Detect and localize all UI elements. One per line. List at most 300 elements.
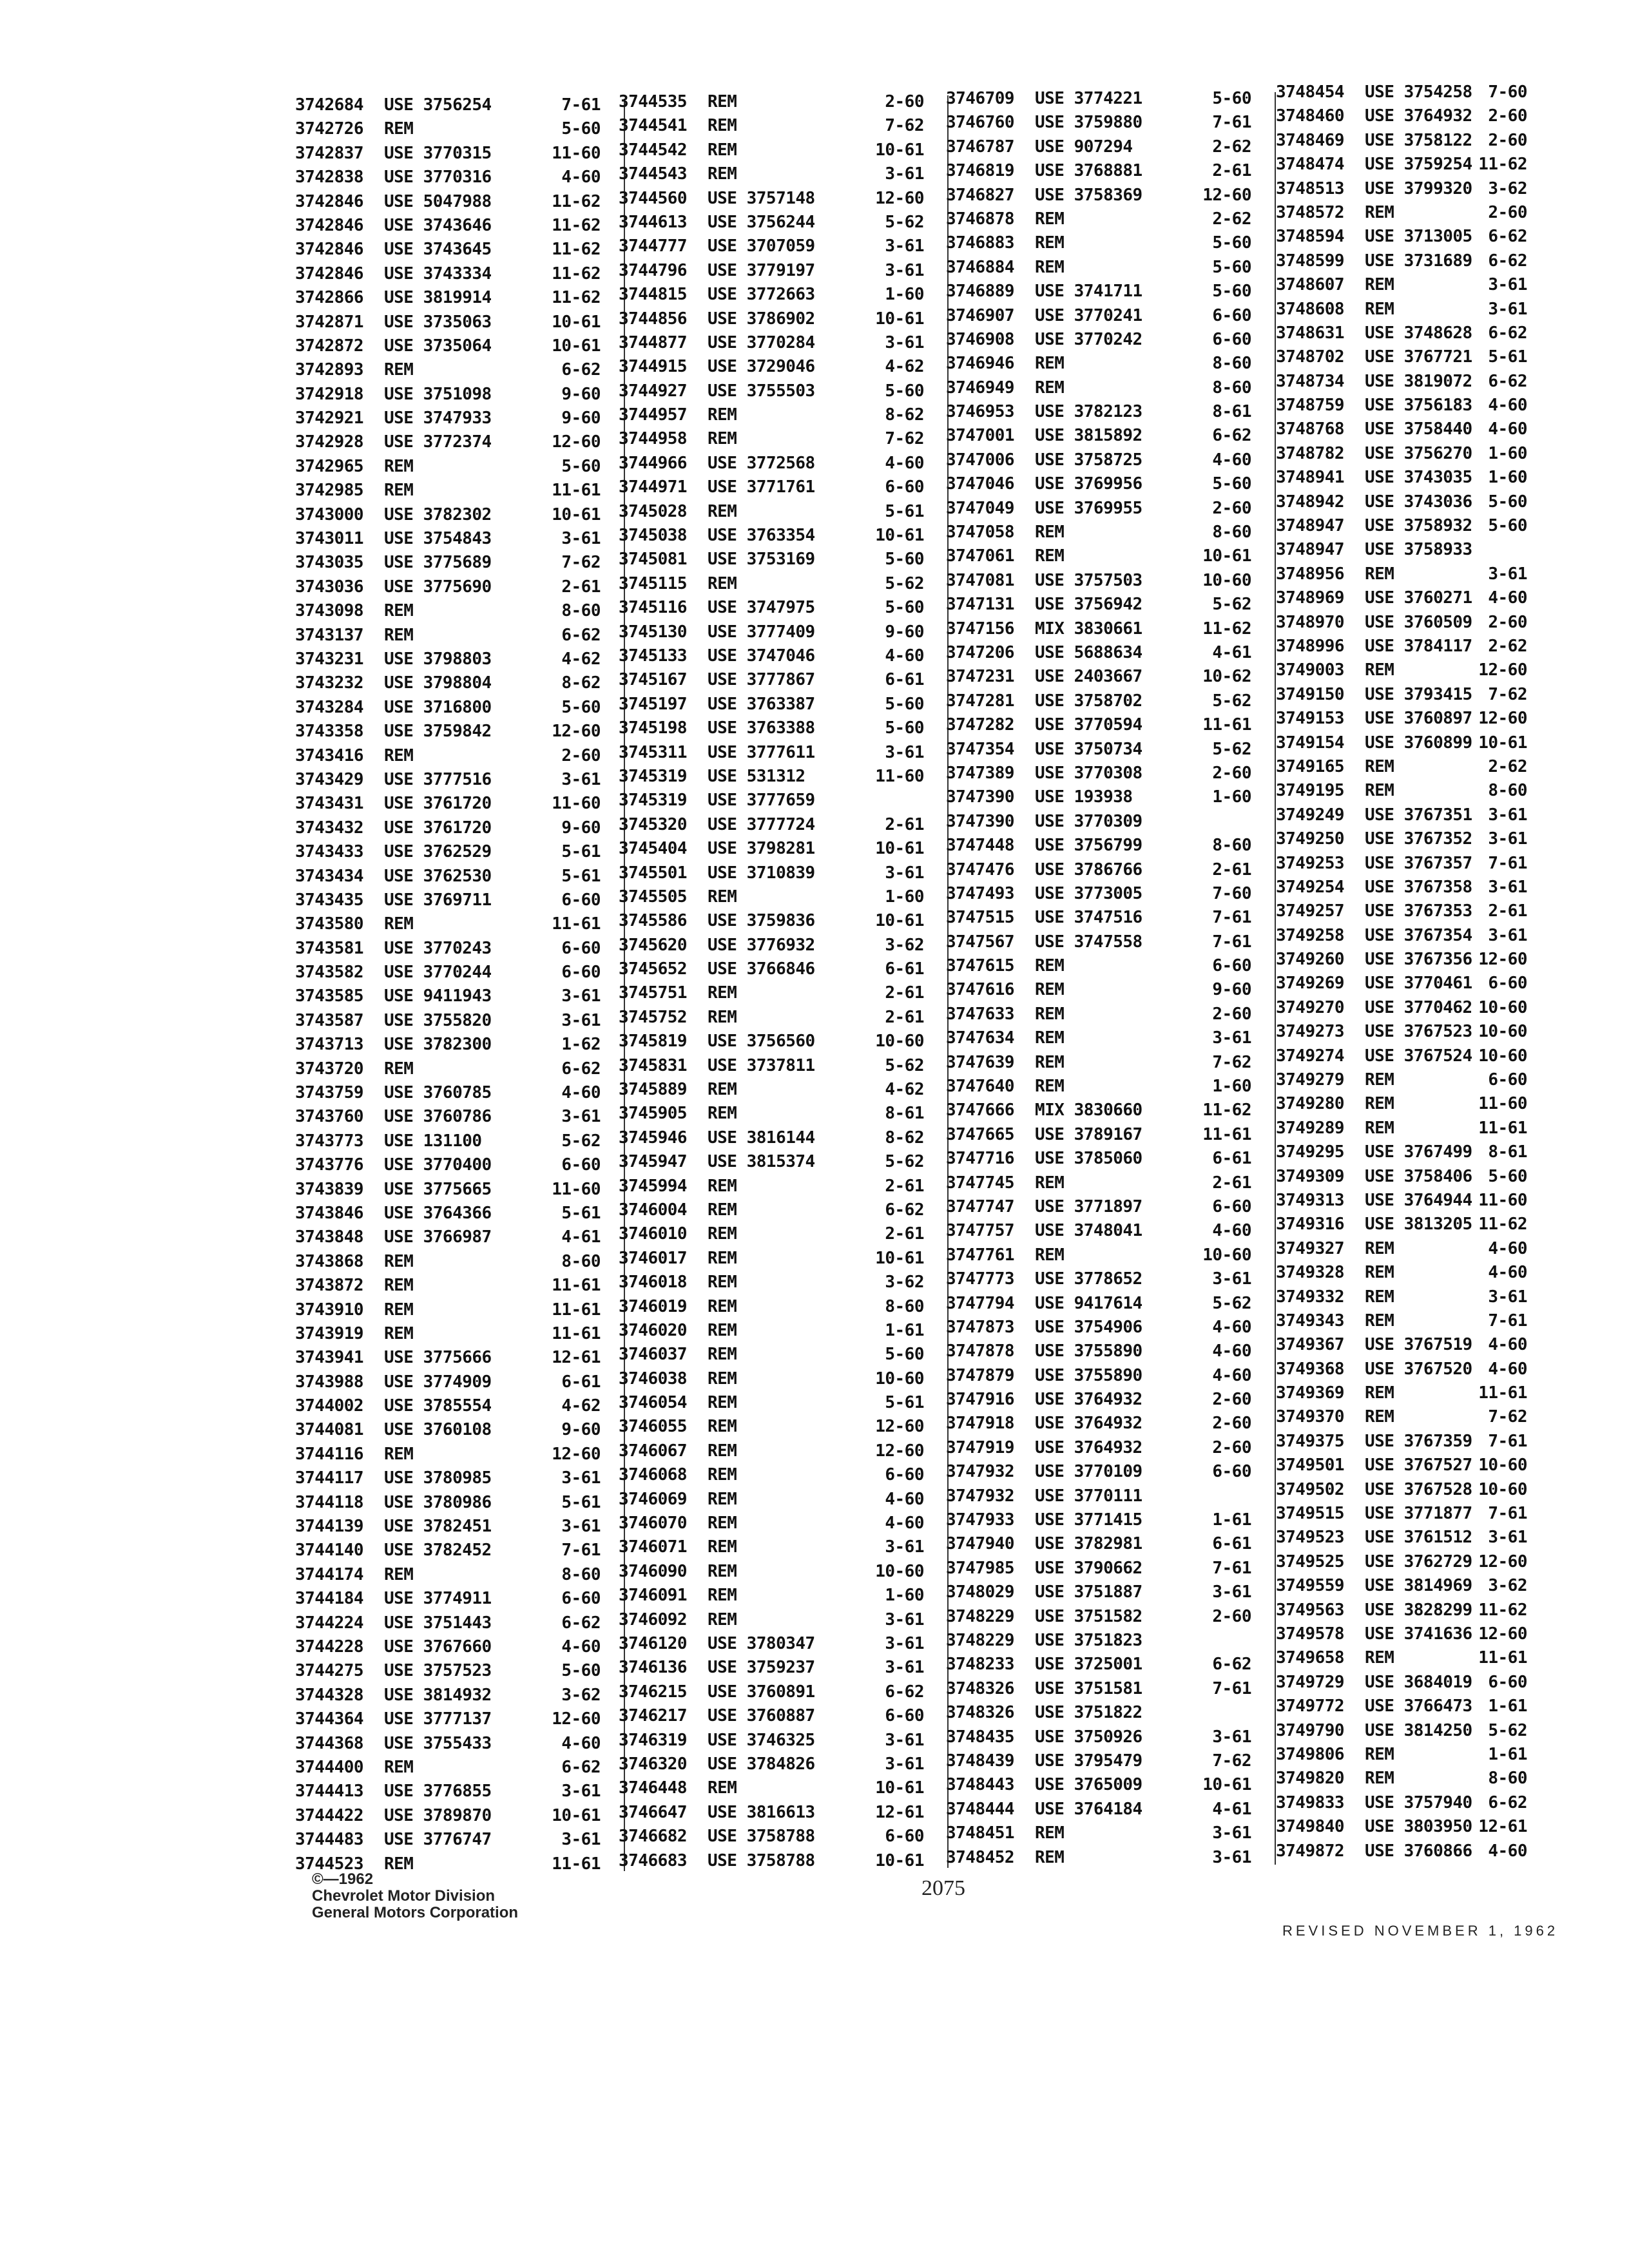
part-entry [619, 693, 949, 716]
part-action: USE 3782452 [384, 1541, 492, 1561]
part-number: 3746017 [619, 1248, 688, 1268]
part-number: 3747281 [946, 691, 1015, 711]
part-action: USE 3770316 [384, 168, 492, 187]
part-date: 2-60 [1488, 130, 1527, 150]
part-number: 3748229 [946, 1631, 1015, 1650]
part-date: 6-60 [885, 1827, 924, 1847]
part-action: USE 3767351 [1365, 805, 1472, 825]
part-entry [295, 1707, 625, 1731]
part-number: 3746068 [619, 1465, 688, 1485]
part-number: 3749313 [1276, 1190, 1345, 1210]
part-action: REM [1035, 354, 1065, 374]
part-date: 4-60 [1488, 588, 1527, 608]
part-action: USE 3755820 [384, 1010, 492, 1030]
part-number: 3748460 [1276, 106, 1345, 126]
part-entry [946, 1219, 1276, 1243]
part-number: 3746019 [619, 1296, 688, 1316]
part-entry [295, 262, 625, 286]
part-action: USE 3819072 [1365, 371, 1472, 391]
part-action: USE 3775689 [384, 553, 492, 573]
part-entry [1276, 996, 1527, 1020]
part-number: 3743839 [295, 1179, 364, 1199]
part-date: 4-61 [1212, 642, 1251, 662]
part-date: 8-60 [885, 1296, 924, 1316]
part-number: 3745167 [619, 670, 688, 690]
part-date: 5-62 [885, 1152, 924, 1172]
part-entry [946, 424, 1276, 448]
part-number: 3749502 [1276, 1479, 1345, 1499]
part-date: 6-62 [885, 1682, 924, 1702]
part-date: 6-60 [1488, 974, 1527, 994]
part-action: USE 3764944 [1365, 1190, 1472, 1210]
part-number: 3749153 [1276, 709, 1345, 729]
corporation-name: General Motors Corporation [312, 1904, 519, 1921]
part-number: 3748942 [1276, 492, 1345, 512]
part-date: 3-61 [561, 1010, 601, 1030]
part-number: 3747761 [946, 1245, 1015, 1265]
part-action: USE 3761720 [384, 818, 492, 838]
part-entry [295, 1057, 625, 1081]
part-action: USE 3767357 [1365, 853, 1472, 873]
part-action: USE 3758725 [1035, 450, 1142, 470]
part-date: 8-61 [885, 1104, 924, 1124]
part-action: REM [1035, 1173, 1065, 1193]
part-entry [946, 448, 1276, 472]
part-date: 10-60 [1202, 1245, 1251, 1265]
part-action: USE 3782451 [384, 1517, 492, 1537]
part-date: 6-62 [885, 1200, 924, 1220]
part-date: 6-62 [1488, 227, 1527, 247]
part-number: 3747390 [946, 787, 1015, 807]
part-date: 3-61 [885, 742, 924, 762]
part-date: 10-61 [875, 1850, 924, 1870]
part-number: 3747640 [946, 1077, 1015, 1097]
part-entry [619, 1849, 949, 1873]
part-entry [946, 1436, 1276, 1460]
part-entry [946, 1051, 1276, 1075]
part-date: 7-62 [885, 429, 924, 449]
part-date: 11-62 [552, 215, 601, 235]
part-date: 10-60 [1478, 997, 1527, 1017]
part-action: USE 3776747 [384, 1830, 492, 1850]
part-action: USE 3772568 [708, 453, 815, 473]
part-number: 3748233 [946, 1655, 1015, 1675]
part-number: 3747745 [946, 1173, 1015, 1193]
part-action: USE 3767352 [1365, 829, 1472, 849]
part-number: 3745652 [619, 959, 688, 979]
part-entry [619, 1801, 949, 1825]
part-number: 3742918 [295, 384, 364, 404]
part-entry [946, 713, 1276, 737]
part-entry [946, 834, 1276, 858]
part-number: 3747639 [946, 1052, 1015, 1072]
part-date: 2-61 [885, 1176, 924, 1196]
part-number: 3743098 [295, 601, 364, 621]
part-date: 6-60 [1212, 1462, 1251, 1482]
part-action: USE 3760785 [384, 1083, 492, 1103]
part-entry [619, 1006, 949, 1030]
part-entry [1276, 225, 1527, 249]
part-date: 6-61 [885, 959, 924, 979]
part-action: USE 3760786 [384, 1107, 492, 1127]
part-action: USE 3770315 [384, 143, 492, 163]
part-number: 3743231 [295, 649, 364, 669]
part-action: REM [384, 360, 414, 380]
part-date: 1-60 [1212, 1077, 1251, 1097]
part-action: USE 3751887 [1035, 1582, 1142, 1602]
part-date: 3-61 [1488, 829, 1527, 849]
part-action: USE 3767499 [1365, 1142, 1472, 1162]
part-entry [1276, 1791, 1527, 1815]
part-number: 3743036 [295, 577, 364, 597]
part-action: USE 3747516 [1035, 908, 1142, 928]
part-date: 7-61 [1212, 113, 1251, 133]
part-date: 10-60 [1202, 570, 1251, 590]
part-number: 3746037 [619, 1345, 688, 1365]
part-action: REM [384, 914, 414, 934]
part-action: USE 3798803 [384, 649, 492, 669]
part-action: USE 3743334 [384, 264, 492, 284]
part-number: 3748443 [946, 1775, 1015, 1795]
part-action: USE 3763387 [708, 694, 815, 714]
part-action: USE 3770284 [708, 332, 815, 352]
part-entry [295, 1322, 625, 1346]
part-entry [1276, 948, 1527, 972]
part-action: USE 3828299 [1365, 1600, 1472, 1620]
part-number: 3746949 [946, 378, 1015, 398]
part-action: USE 3799320 [1365, 178, 1472, 198]
part-entry [946, 906, 1276, 930]
part-entry [619, 1656, 949, 1680]
part-number: 3745319 [619, 766, 688, 786]
part-number: 3745819 [619, 1032, 688, 1052]
part-number: 3749820 [1276, 1769, 1345, 1789]
part-number: 3748029 [946, 1582, 1015, 1602]
part-number: 3746004 [619, 1200, 688, 1220]
part-entry [1276, 1261, 1527, 1285]
part-action: USE 3762729 [1365, 1552, 1472, 1571]
part-date: 10-60 [875, 1561, 924, 1581]
part-date: 1-61 [1488, 1696, 1527, 1716]
part-date: 10-60 [875, 1032, 924, 1052]
part-number: 3749658 [1276, 1648, 1345, 1668]
part-date: 11-62 [552, 288, 601, 308]
part-entry [1276, 562, 1527, 586]
part-number: 3747773 [946, 1269, 1015, 1289]
part-number: 3749274 [1276, 1046, 1345, 1066]
part-number: 3748572 [1276, 202, 1345, 222]
part-number: 3742965 [295, 456, 364, 476]
part-number: 3748326 [946, 1703, 1015, 1723]
part-number: 3747131 [946, 595, 1015, 615]
part-number: 3745133 [619, 646, 688, 666]
part-number: 3745028 [619, 501, 688, 521]
part-action: REM [708, 1104, 737, 1124]
part-action: REM [708, 1320, 737, 1340]
part-number: 3743848 [295, 1227, 364, 1247]
part-action: REM [708, 116, 737, 136]
part-entry [619, 1463, 949, 1487]
part-action: USE 3785060 [1035, 1149, 1142, 1169]
part-action: USE 3751581 [1035, 1678, 1142, 1698]
part-date: 10-61 [552, 336, 601, 356]
part-date: 5-62 [1212, 691, 1251, 711]
part-action: USE 3790662 [1035, 1558, 1142, 1578]
part-action: USE 3766846 [708, 959, 815, 979]
part-number: 3745319 [619, 791, 688, 811]
part-number: 3743713 [295, 1035, 364, 1055]
part-action: USE 3756942 [1035, 595, 1142, 615]
part-action: USE 3777724 [708, 814, 815, 834]
part-action: USE 3758406 [1365, 1166, 1472, 1186]
part-date: 5-60 [1488, 1166, 1527, 1186]
part-action: USE 3748041 [1035, 1221, 1142, 1241]
part-date: 5-60 [561, 697, 601, 717]
part-number: 3745081 [619, 550, 688, 570]
part-action: USE 3815892 [1035, 426, 1142, 446]
part-date: 11-62 [1478, 1600, 1527, 1620]
part-date: 4-60 [561, 1637, 601, 1657]
part-number: 3747757 [946, 1221, 1015, 1241]
part-number: 3746070 [619, 1514, 688, 1533]
part-action: USE 3731689 [1365, 251, 1472, 271]
part-date: 5-60 [885, 694, 924, 714]
part-action: REM [708, 1393, 737, 1413]
part-action: USE 3767354 [1365, 925, 1472, 945]
part-action: REM [708, 1537, 737, 1557]
part-entry [1276, 514, 1527, 538]
part-number: 3746320 [619, 1754, 688, 1774]
part-date: 3-61 [885, 164, 924, 184]
part-date: 12-61 [1478, 1817, 1527, 1837]
part-date: 6-61 [885, 670, 924, 690]
part-action: USE 3747975 [708, 598, 815, 618]
part-entry [1276, 1044, 1527, 1068]
part-action: USE 3716800 [384, 697, 492, 717]
part-date: 2-60 [885, 92, 924, 111]
part-action: USE 3767358 [1365, 877, 1472, 897]
part-number: 3748599 [1276, 251, 1345, 271]
part-date: 5-62 [1212, 1293, 1251, 1313]
part-action: REM [1035, 1245, 1065, 1265]
part-date: 2-60 [1488, 202, 1527, 222]
part-action: REM [708, 1345, 737, 1365]
part-number: 3744081 [295, 1420, 364, 1440]
part-number: 3749332 [1276, 1287, 1345, 1307]
part-entry [295, 889, 625, 912]
part-entry [946, 689, 1276, 713]
part-action: USE 3786902 [708, 309, 815, 329]
part-action: USE 3777867 [708, 670, 815, 690]
part-date: 7-61 [1212, 1558, 1251, 1578]
part-number: 3747448 [946, 836, 1015, 856]
part-date: 6-60 [1212, 329, 1251, 349]
part-number: 3746683 [619, 1850, 688, 1870]
part-number: 3748947 [1276, 540, 1345, 560]
part-action: REM [708, 983, 737, 1003]
part-number: 3747666 [946, 1100, 1015, 1120]
part-entry [1276, 1840, 1527, 1863]
part-date: 2-60 [1212, 1437, 1251, 1457]
part-action: REM [1035, 378, 1065, 398]
part-date: 8-60 [1212, 523, 1251, 543]
part-entry [946, 930, 1276, 954]
part-entry [619, 331, 949, 355]
part-action: USE 3789870 [384, 1805, 492, 1825]
part-number: 3748768 [1276, 419, 1345, 439]
part-action: REM [708, 1007, 737, 1027]
part-action: REM [1365, 1287, 1394, 1307]
part-date: 11-61 [552, 1323, 601, 1343]
part-number: 3744118 [295, 1492, 364, 1512]
part-action: REM [708, 140, 737, 160]
part-entry [619, 90, 949, 114]
part-entry [946, 1460, 1276, 1484]
part-number: 3746883 [946, 233, 1015, 253]
part-date: 4-60 [1488, 1263, 1527, 1283]
part-action: USE 3769955 [1035, 498, 1142, 518]
part-number: 3749343 [1276, 1311, 1345, 1331]
part-number: 3746069 [619, 1489, 688, 1509]
part-entry [1276, 1599, 1527, 1622]
part-number: 3747156 [946, 619, 1015, 639]
part-entry [1276, 1381, 1527, 1405]
part-entry [619, 307, 949, 331]
part-action: USE 3772374 [384, 432, 492, 452]
part-number: 3742985 [295, 481, 364, 501]
part-date: 3-61 [561, 1517, 601, 1537]
part-action: REM [708, 1176, 737, 1196]
part-date: 8-62 [885, 1128, 924, 1148]
part-entry [946, 472, 1276, 496]
part-date: 7-62 [1212, 1751, 1251, 1771]
part-action: USE 3747046 [708, 646, 815, 666]
part-date: 3-61 [1488, 877, 1527, 897]
part-date: 1-60 [1488, 468, 1527, 488]
part-date: 5-62 [1488, 1720, 1527, 1740]
part-number: 3744184 [295, 1589, 364, 1609]
part-action: USE 3761720 [384, 794, 492, 814]
part-date: 8-60 [561, 601, 601, 621]
part-number: 3748452 [946, 1847, 1015, 1867]
part-entry [1276, 803, 1527, 827]
part-action: USE 3777409 [708, 622, 815, 642]
part-number: 3749257 [1276, 901, 1345, 921]
part-number: 3744971 [619, 477, 688, 497]
part-number: 3747916 [946, 1390, 1015, 1410]
part-date: 12-60 [1478, 660, 1527, 680]
parts-column-2 [619, 90, 949, 1873]
part-number: 3747940 [946, 1534, 1015, 1554]
part-number: 3746055 [619, 1417, 688, 1437]
part-number: 3749253 [1276, 853, 1345, 873]
part-action: USE 3767524 [1365, 1046, 1472, 1066]
part-action: USE 3758440 [1365, 419, 1472, 439]
part-entry [946, 544, 1276, 568]
part-entry [1276, 1719, 1527, 1743]
part-action: REM [1035, 209, 1065, 229]
part-number: 3746018 [619, 1273, 688, 1293]
part-action: USE 3754843 [384, 529, 492, 549]
part-date: 11-62 [552, 264, 601, 284]
part-number: 3746889 [946, 282, 1015, 302]
part-number: 3746092 [619, 1610, 688, 1629]
part-entry [946, 1099, 1276, 1122]
part-action: USE 3819914 [384, 288, 492, 308]
part-entry [1276, 1815, 1527, 1839]
part-date: 8-60 [1212, 836, 1251, 856]
part-entry [619, 1078, 949, 1102]
part-entry [1276, 1695, 1527, 1718]
part-action: USE 3770243 [384, 938, 492, 958]
part-number: 3744275 [295, 1661, 364, 1681]
part-date: 5-61 [561, 1203, 601, 1223]
part-entry [1276, 1165, 1527, 1189]
part-action: USE 9417614 [1035, 1293, 1142, 1313]
part-date: 12-60 [1478, 1552, 1527, 1571]
part-entry [295, 696, 625, 720]
part-number: 3745311 [619, 742, 688, 762]
part-entry [295, 166, 625, 189]
part-date: 7-62 [885, 116, 924, 136]
part-entry [295, 1009, 625, 1033]
part-entry [1276, 731, 1527, 755]
part-date: 6-62 [561, 1059, 601, 1079]
part-action: REM [1035, 233, 1065, 253]
part-date: 6-62 [1488, 1792, 1527, 1812]
part-date: 5-60 [1488, 516, 1527, 536]
part-entry [295, 311, 625, 334]
part-number: 3742837 [295, 143, 364, 163]
part-number: 3743435 [295, 890, 364, 910]
part-action: USE 3776932 [708, 935, 815, 955]
part-action: REM [1365, 275, 1394, 295]
part-number: 3746090 [619, 1561, 688, 1581]
part-action: USE 3816613 [708, 1802, 815, 1822]
part-action: USE 3814250 [1365, 1720, 1472, 1740]
part-entry [619, 380, 949, 403]
part-date: 6-60 [1212, 305, 1251, 325]
part-date: 10-60 [1478, 1046, 1527, 1066]
part-entry [295, 479, 625, 503]
part-entry [295, 214, 625, 238]
part-number: 3749328 [1276, 1263, 1345, 1283]
part-number: 3748782 [1276, 443, 1345, 463]
part-date: 5-62 [1212, 595, 1251, 615]
part-number: 3747873 [946, 1317, 1015, 1337]
part-date: 11-60 [875, 766, 924, 786]
part-action: USE 3763354 [708, 526, 815, 546]
part-date: 11-61 [552, 1300, 601, 1320]
part-date: 8-60 [1212, 354, 1251, 374]
part-action: USE 3759836 [708, 911, 815, 931]
part-date: 10-61 [875, 1248, 924, 1268]
part-entry [619, 1126, 949, 1150]
part-action: USE 3743036 [1365, 492, 1472, 512]
part-entry [619, 1680, 949, 1704]
part-number: 3743416 [295, 745, 364, 765]
part-entry [619, 548, 949, 572]
part-action: USE 3755890 [1035, 1341, 1142, 1361]
page-number: 2075 [921, 1876, 965, 1900]
part-date: 2-61 [885, 814, 924, 834]
part-entry [295, 551, 625, 575]
part-entry [1276, 249, 1527, 273]
part-date: 8-60 [561, 1251, 601, 1271]
part-entry [295, 865, 625, 889]
part-number: 3747049 [946, 498, 1015, 518]
part-action: USE 3767660 [384, 1637, 492, 1657]
